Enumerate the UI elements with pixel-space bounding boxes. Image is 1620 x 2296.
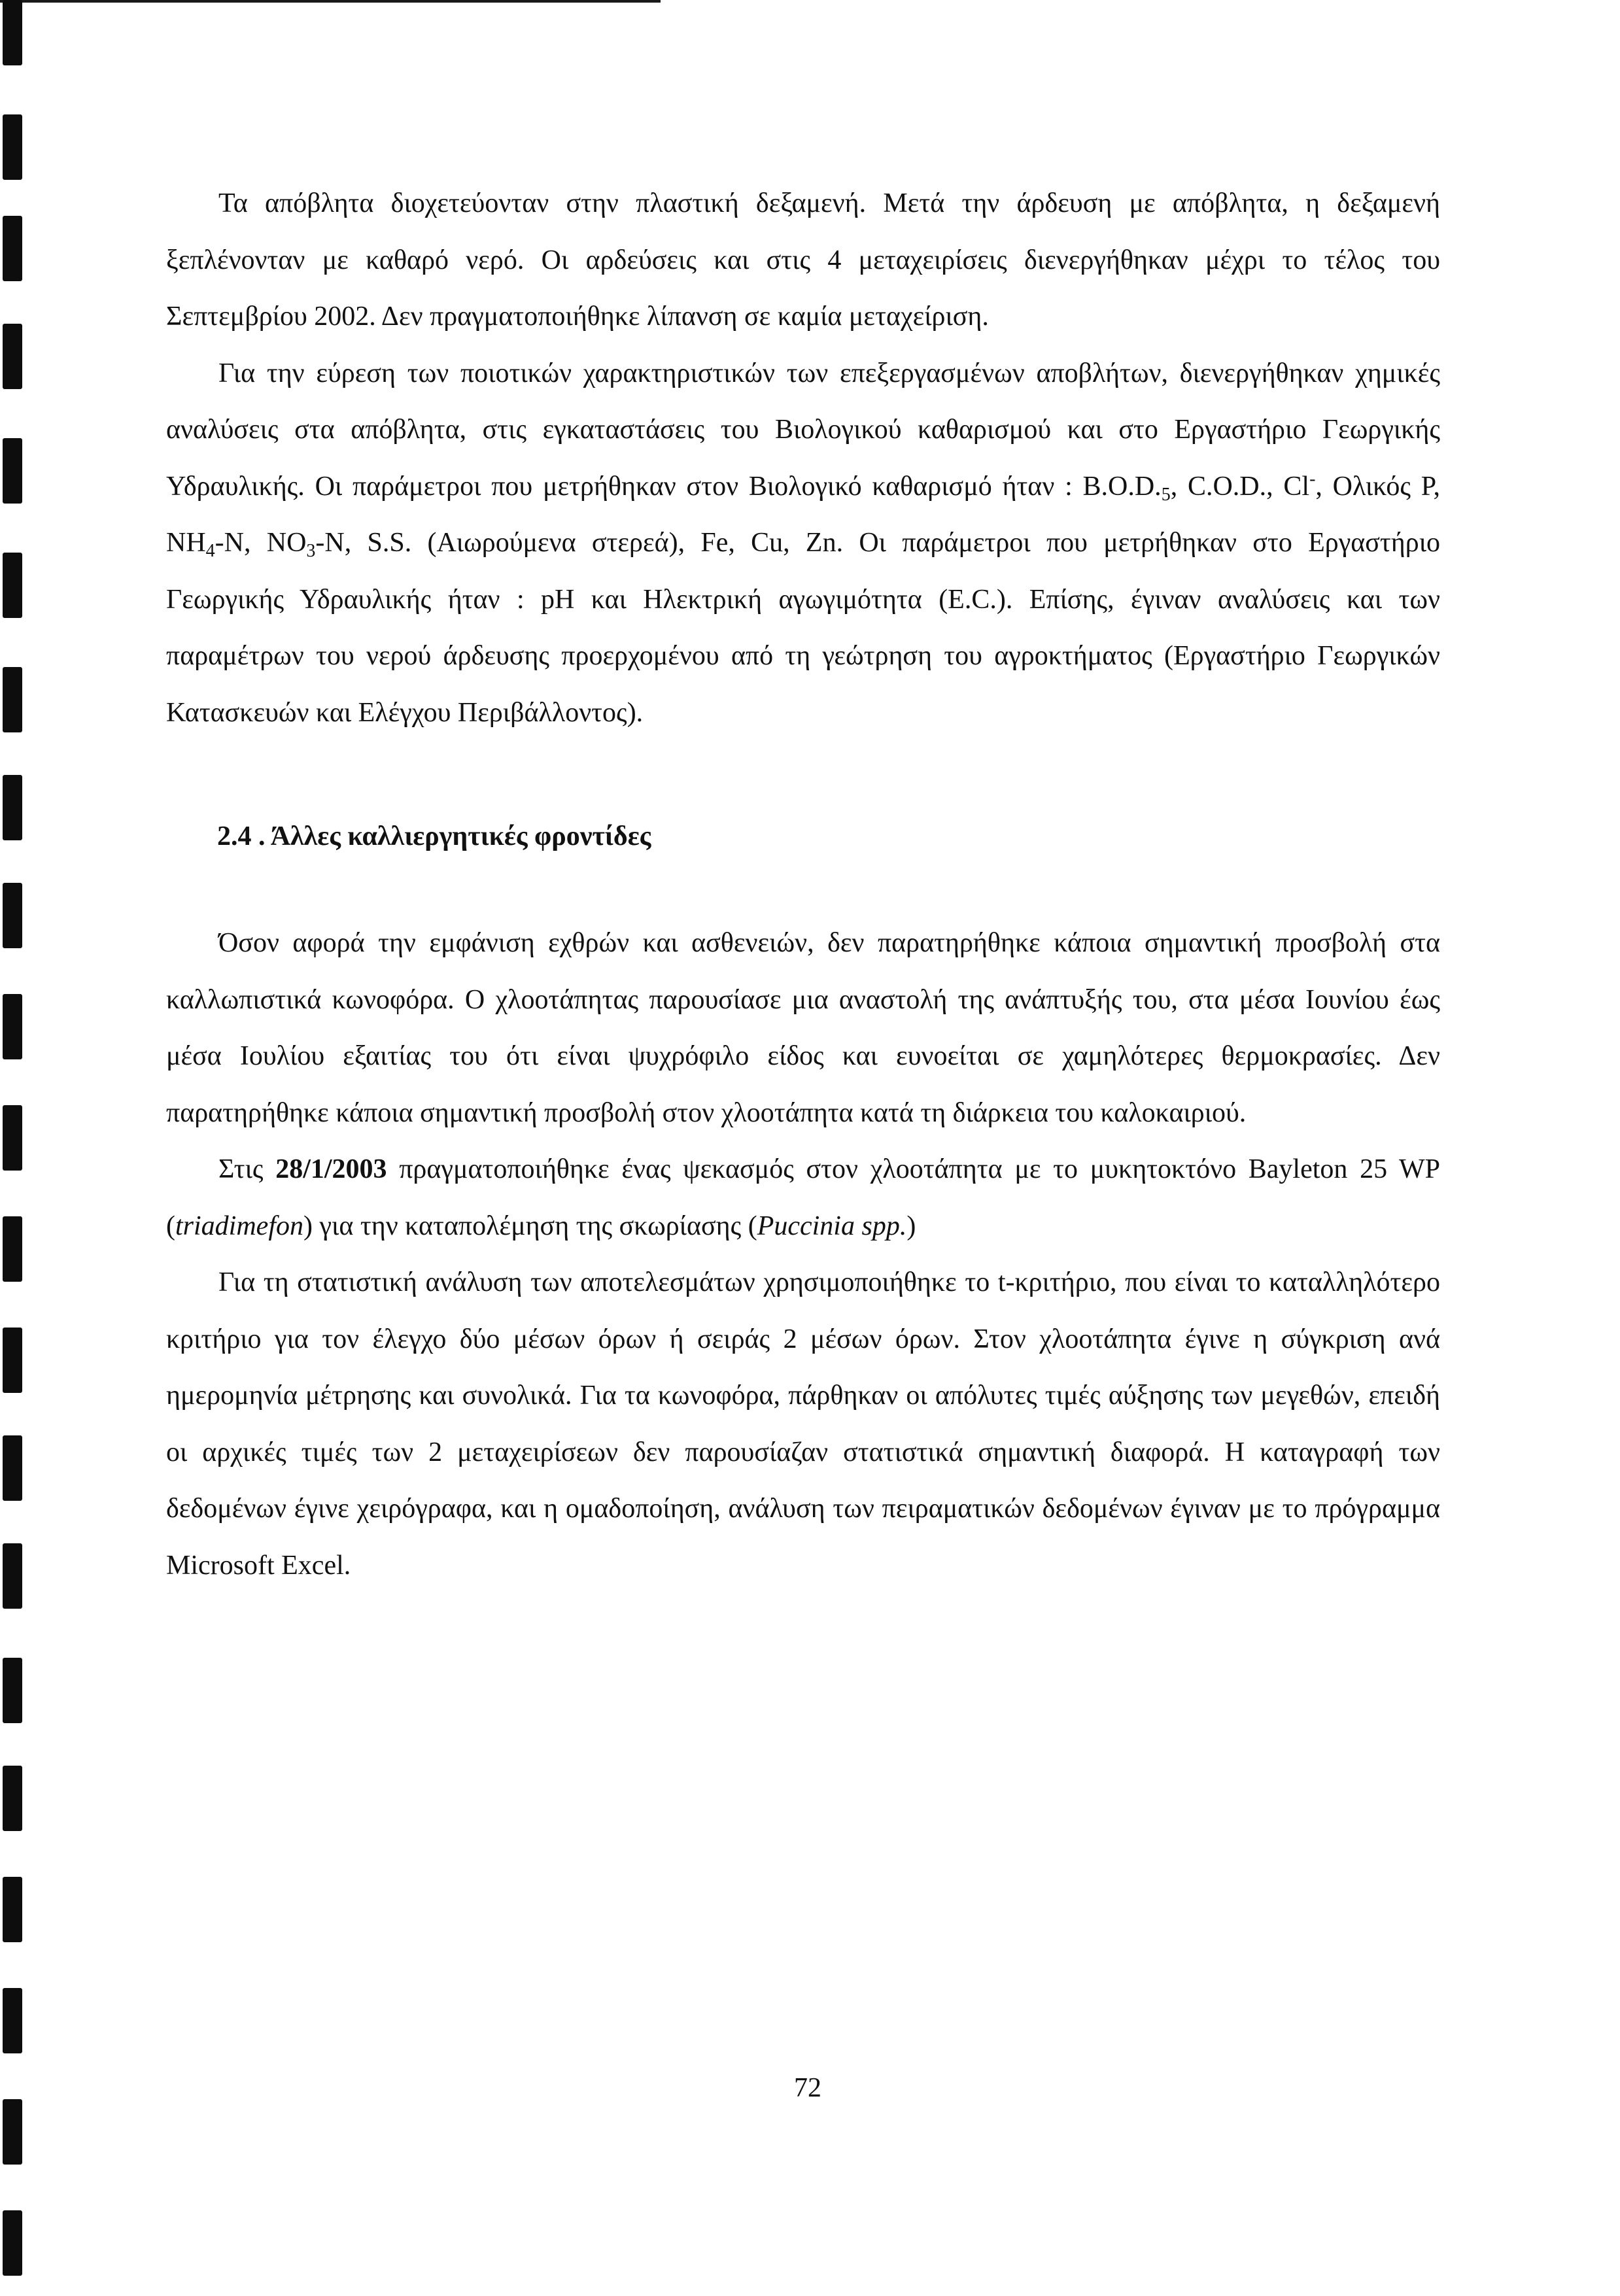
binder-hole: [3, 1328, 22, 1393]
paragraph-irrigation: Τα απόβλητα διοχετεύονταν στην πλαστική δεξαμενή. Μετά την άρδευση με απόβλητα, η δεξαμενή ξεπλένονταν με καθαρό νερό. Οι αρδεύσεις και στις 4 μεταχειρίσεις διενεργήθηκαν μέχρι το τέλος του Σεπτεμβρίου 2002. Δεν πραγματοποιήθηκε λίπανση σε καμία μεταχείριση.: [166, 188, 1440, 332]
binder-hole: [3, 1766, 22, 1831]
binder-hole: [3, 1435, 22, 1501]
binder-hole: [3, 1877, 22, 1942]
section-title: Άλλες καλλιεργητικές φροντίδες: [270, 821, 651, 851]
binder-hole: [3, 1658, 22, 1723]
binder-hole: [3, 883, 22, 948]
binder-hole: [3, 775, 22, 840]
section-number: 2.4 .: [217, 821, 266, 851]
paragraph-spraying: [166, 1141, 1440, 1254]
binder-hole: [3, 1216, 22, 1282]
paragraph-chemical-analyses: [166, 345, 1440, 742]
spraying-intro-text: Στις: [218, 1154, 276, 1184]
binder-hole: [3, 994, 22, 1059]
spraying-middle-text: πραγματοποιήθηκε ένας ψεκασμός στον χλοοτάπητα με το μυκητοκτόνο Bayleton 25 WP (: [166, 1154, 1440, 1241]
binder-hole: [3, 216, 22, 281]
active-ingredient: triadimefon: [175, 1210, 303, 1241]
binder-hole: [3, 0, 22, 65]
pathogen-name: Puccinia spp.: [757, 1210, 907, 1241]
bod-subscript: 5: [1161, 484, 1171, 505]
spraying-closing-paren: ): [906, 1210, 916, 1241]
analyses-rest-text: -N, S.S. (Αιωρούμενα στερεά), Fe, Cu, Zn. Οι παράμετροι που μετρήθηκαν στο Εργαστήριο Γεωργικής Υδραυλικής ήταν : pH και Ηλεκτρική αγωγιμότητα (E.C.). Επίσης, έγιναν αναλύσεις και των παραμέτρων του νερού άρδευσης προερχομένου από τη γεώτρηση του αγροκτήματος (Εργαστήριο Γεωργικών Κατασκευών και Ελέγχου Περιβάλλοντος).: [166, 528, 1440, 728]
binder-hole: [3, 2210, 22, 2276]
after-bod-text: , C.O.D., Cl: [1170, 471, 1310, 502]
binder-hole: [3, 324, 22, 389]
binder-hole: [3, 2099, 22, 2165]
binder-hole: [3, 553, 22, 618]
paragraph-pests-diseases: Όσον αφορά την εμφάνιση εχθρών και ασθενειών, δεν παρατηρήθηκε κάποια σημαντική προσβολή στα καλλωπιστικά κωνοφόρα. Ο χλοοτάπητας παρουσίασε μια αναστολή της ανάπτυξής του, στα μέσα Ιουνίου έως μέσα Ιουλίου εξαιτίας του ότι είναι ψυχρόφιλο είδος και ευνοείται σε χαμηλότερες θερμοκρασίες. Δεν παρατηρήθηκε κάποια σημαντική προσβολή στον χλοοτάπητα κατά τη διάρκεια του καλοκαιριού.: [166, 928, 1440, 1128]
page-number: 72: [794, 2073, 821, 2103]
page-body: [166, 175, 1440, 1594]
binder-hole: [3, 1543, 22, 1609]
binder-hole: [3, 1988, 22, 2053]
chloride-superscript: -: [1309, 468, 1316, 489]
binder-hole: [3, 438, 22, 504]
binder-hole: [3, 667, 22, 732]
spraying-purpose-text: ) για την καταπολέμηση της σκωρίασης (: [303, 1210, 757, 1241]
spraying-date: 28/1/2003: [275, 1154, 387, 1184]
scan-top-edge-rule: [0, 0, 661, 3]
paragraph-statistics: Για τη στατιστική ανάλυση των αποτελεσμάτων χρησιμοποιήθηκε το t-κριτήριο, που είναι το καταλληλότερο κριτήριο για τον έλεγχο δύο μέσων όρων ή σειράς 2 μέσων όρων. Στον χλοοτάπητα έγινε η σύγκριση ανά ημερομηνία μέτρησης και συνολικά. Για τα κωνοφόρα, πάρθηκαν οι απόλυτες τιμές αύξησης των μεγεθών, επειδή οι αρχικές τιμές των 2 μεταχειρίσεων δεν παρουσίαζαν στατιστικά σημαντική διαφορά. Η καταγραφή των δεδομένων έγινε χειρόγραφα, και η ομαδοποίηση, ανάλυση των πειραματικών δεδομένων έγιναν με το πρόγραμμα Microsoft Excel.: [166, 1267, 1440, 1581]
binder-hole: [3, 1105, 22, 1171]
after-ammonium-text: -N, NO: [215, 528, 307, 558]
section-heading: [166, 741, 1440, 915]
nitrate-subscript: 3: [306, 541, 316, 561]
analyses-intro-text: Για την εύρεση των ποιοτικών χαρακτηριστικών των επεξεργασμένων αποβλήτων, διενεργήθηκαν χημικές αναλύσεις στα απόβλητα, στις εγκαταστάσεις του Βιολογικού καθαρισμού και στο Εργαστήριο Γεωργικής Υδραυλικής. Οι παράμετροι που μετρήθηκαν στον Βιολογικό καθαρισμό ήταν : B.O.D.: [166, 358, 1440, 502]
ammonium-subscript: 4: [205, 541, 215, 561]
binder-hole: [3, 114, 22, 180]
after-chloride-text: , Ολικός P, NH: [166, 471, 1440, 558]
binder-hole-strip: [0, 0, 26, 2296]
